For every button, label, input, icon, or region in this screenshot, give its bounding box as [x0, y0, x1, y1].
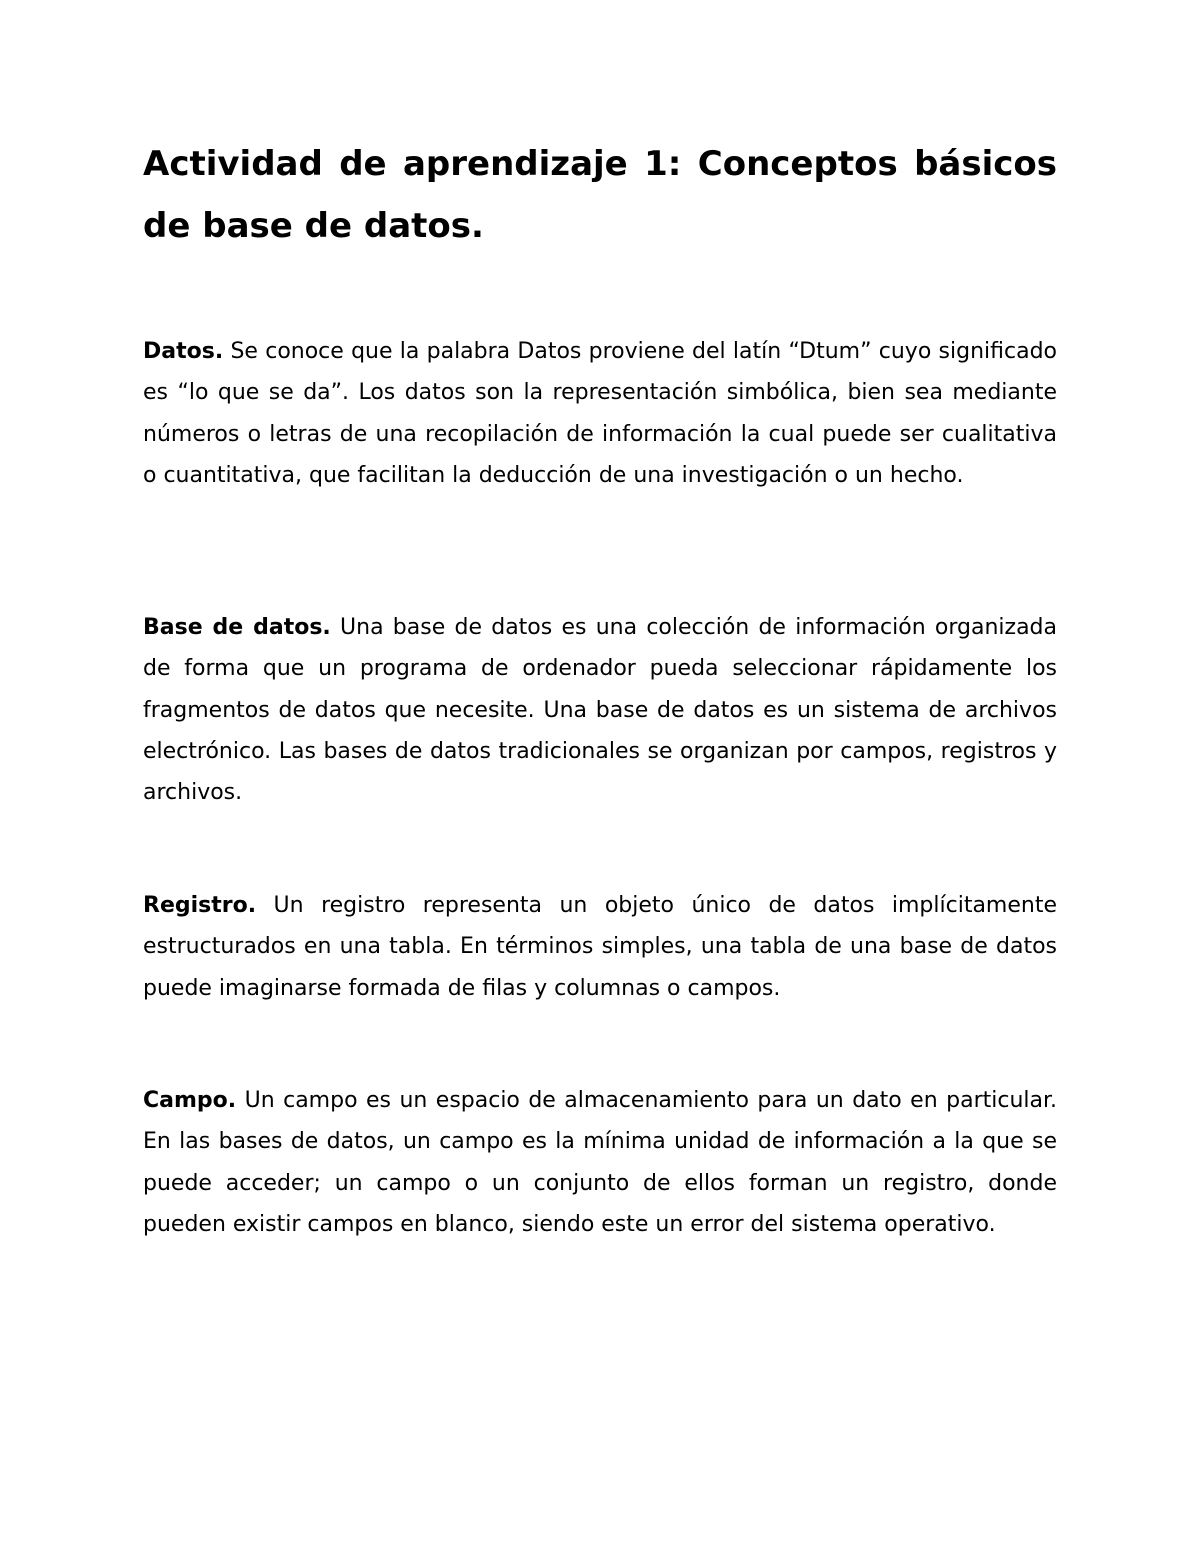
- section-term: Datos.: [143, 339, 224, 364]
- section-text: Se conoce que la palabra Datos proviene del latín “Dtum” cuyo significado es “lo que se da”. Los datos son la representación simbólica, bien sea mediante números o letras de una recopilación de información la cual puede ser cualitativa o cuantitativa, que facilitan la deducción de una investigación o un hecho.: [143, 339, 1057, 488]
- section-term: Campo.: [143, 1088, 237, 1113]
- section-text: Una base de datos es una colección de información organizada de forma que un programa de ordenador pueda seleccionar rápidamente los fragmentos de datos que necesite. Una base de datos es un sistema de archivos electrónico. Las bases de datos tradicionales se organizan por campos, registros y archivos.: [143, 615, 1057, 806]
- section-text: Un campo es un espacio de almacenamiento para un dato en particular. En las bases de datos, un campo es la mínima unidad de información a la que se puede acceder; un campo o un conjunto de ellos forman un registro, donde pueden existir campos en blanco, siendo este un error del sistema operativo.: [143, 1088, 1057, 1237]
- section-term: Base de datos.: [143, 615, 331, 640]
- section-datos: [143, 331, 1057, 496]
- document-title: Actividad de aprendizaje 1: Conceptos básicos de base de datos.: [143, 144, 1057, 246]
- section-text: Un registro representa un objeto único de datos implícitamente estructurados en una tabla. En términos simples, una tabla de una base de datos puede imaginarse formada de filas y columnas o campos.: [143, 893, 1057, 1001]
- section-registro: [143, 885, 1057, 1009]
- document-page: [143, 0, 1057, 1553]
- section-term: Registro.: [143, 893, 257, 918]
- section-campo: [143, 1080, 1057, 1245]
- section-base-de-datos: [143, 607, 1057, 813]
